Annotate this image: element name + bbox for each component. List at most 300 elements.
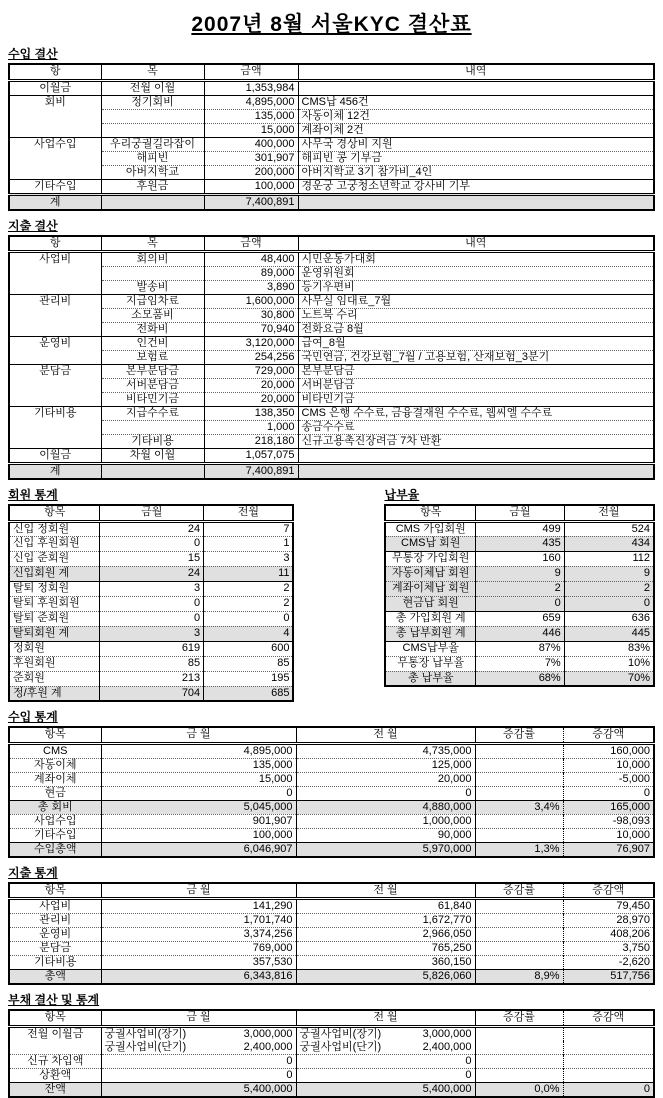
table-cell: 정회원	[9, 641, 100, 656]
table-cell: 자동이체납 회원	[385, 566, 475, 581]
table-cell: 전월 이월	[101, 80, 204, 95]
table-cell: 해피빈	[101, 151, 204, 165]
table-cell: 357,530	[101, 956, 296, 970]
column-header: 증감률	[475, 883, 563, 899]
debt-section-label: 부채 결산 및 통계	[8, 993, 100, 1007]
table-cell: 회의비	[101, 252, 204, 267]
table-cell: -98,093	[563, 814, 654, 828]
table-cell: 30,800	[204, 309, 298, 323]
table-row	[385, 596, 654, 611]
table-cell: 운영비	[9, 337, 101, 351]
column-header: 항목	[385, 505, 475, 521]
table-cell: 지급수수료	[101, 407, 204, 421]
table-cell: 3,120,000	[204, 337, 298, 351]
table-row	[9, 814, 654, 828]
table-row	[9, 95, 654, 109]
table-cell	[101, 194, 204, 210]
table-row	[9, 842, 654, 857]
table-cell: 2	[475, 581, 564, 596]
table-cell: 15,000	[101, 772, 296, 786]
table-cell	[9, 165, 101, 179]
table-cell: 3,374,256	[101, 928, 296, 942]
table-cell: 3	[204, 551, 294, 566]
payment-rate-section	[384, 480, 655, 687]
table-cell: 10,000	[563, 758, 654, 772]
table-cell: 신입회원 계	[9, 566, 100, 581]
table-cell: 분담금	[9, 942, 101, 956]
table-row	[9, 323, 654, 337]
expense-stats-table	[8, 882, 655, 986]
table-row	[9, 772, 654, 786]
table-cell: 등기우편비	[298, 281, 654, 295]
table-cell: 70%	[564, 671, 654, 686]
table-cell: 기타비용	[101, 435, 204, 449]
table-cell: 4,895,000	[101, 743, 296, 758]
table-cell: -5,000	[563, 772, 654, 786]
table-cell: 탈퇴회원 계	[9, 626, 100, 641]
table-row	[9, 970, 654, 985]
table-cell: 765,250	[296, 942, 475, 956]
table-cell	[9, 267, 101, 281]
header-row	[9, 505, 293, 521]
table-cell: 165,000	[563, 800, 654, 814]
table-cell: 7	[204, 521, 294, 536]
column-header: 전 월	[296, 883, 475, 899]
debt-section	[8, 994, 655, 1098]
table-row	[9, 758, 654, 772]
column-header: 증감액	[563, 1010, 654, 1026]
table-cell: CMS 은행 수수료, 금융결재원 수수료, 웹씨엘 수수료	[298, 407, 654, 421]
table-cell: 비타민기금	[101, 393, 204, 407]
table-cell: 254,256	[204, 351, 298, 365]
column-header: 항목	[9, 883, 101, 899]
table-cell: 1,000	[204, 421, 298, 435]
table-cell	[475, 1055, 563, 1069]
table-cell: 수입총액	[9, 842, 101, 857]
table-cell	[101, 123, 204, 137]
table-cell: 후원금	[101, 179, 204, 194]
table-cell: -2,620	[563, 956, 654, 970]
table-cell: 435	[475, 536, 564, 551]
table-cell: 135,000	[101, 758, 296, 772]
column-header: 전 월	[296, 727, 475, 743]
column-header: 증감률	[475, 1010, 563, 1026]
table-row	[9, 596, 293, 611]
table-cell: 24	[100, 566, 204, 581]
table-row	[9, 551, 293, 566]
expense-table	[8, 235, 655, 481]
table-cell	[475, 1026, 563, 1041]
table-row	[9, 464, 654, 480]
table-cell: 인건비	[101, 337, 204, 351]
payment-rate-label: 납부율	[384, 488, 420, 502]
table-cell: 무통장 가입회원	[385, 551, 475, 566]
table-row	[9, 351, 654, 365]
table-row	[9, 521, 293, 536]
income-table	[8, 63, 655, 211]
table-cell: 20,000	[204, 379, 298, 393]
column-header: 금 월	[101, 883, 296, 899]
table-row	[9, 641, 293, 656]
table-row	[385, 626, 654, 641]
table-cell: 현금납 회원	[385, 596, 475, 611]
table-cell: 기타수입	[9, 828, 101, 842]
table-cell: 차월 이월	[101, 449, 204, 464]
table-cell: 0	[100, 611, 204, 626]
table-cell: 7,400,891	[204, 194, 298, 210]
table-cell: 141,290	[101, 899, 296, 914]
table-cell: 2	[204, 581, 294, 596]
table-cell: 시민운동가대회	[298, 252, 654, 267]
table-cell: 2	[564, 581, 654, 596]
table-cell: 서버분담금	[298, 379, 654, 393]
table-cell: 신입 정회원	[13, 522, 70, 535]
table-row	[9, 165, 654, 179]
table-cell: 아버지학교 3기 참가비_4인	[298, 165, 654, 179]
table-cell	[563, 1055, 654, 1069]
table-cell: 본부분담금	[101, 365, 204, 379]
table-cell: 사업수입	[9, 814, 101, 828]
table-cell: 7,400,891	[204, 464, 298, 480]
table-cell: 운영위원회	[298, 267, 654, 281]
table-cell: 신규고용촉진장려금 7차 반환	[298, 435, 654, 449]
table-cell: 계	[9, 464, 101, 480]
table-row	[9, 435, 654, 449]
table-cell	[475, 914, 563, 928]
table-cell: 408,206	[563, 928, 654, 942]
table-cell: 0	[101, 786, 296, 800]
table-cell	[9, 109, 101, 123]
table-cell: 3	[100, 626, 204, 641]
table-cell: 619	[100, 641, 204, 656]
table-cell: 후원회원	[9, 656, 100, 671]
table-cell: 0,0%	[475, 1083, 563, 1098]
table-cell: 사업수입	[9, 137, 101, 151]
table-cell	[475, 772, 563, 786]
table-cell: 11	[204, 566, 294, 581]
table-cell: 사무국 경상비 지원	[298, 137, 654, 151]
table-cell: 이월금	[9, 449, 101, 464]
table-cell: 517,756	[563, 970, 654, 985]
table-cell: 정/후원 계	[9, 686, 100, 701]
table-cell: 해피빈 콩 기부금	[298, 151, 654, 165]
table-cell: 135,000	[204, 109, 298, 123]
table-row	[9, 786, 654, 800]
table-cell	[9, 421, 101, 435]
table-row	[9, 309, 654, 323]
table-cell	[9, 393, 101, 407]
table-cell	[101, 109, 204, 123]
table-cell: 89,000	[204, 267, 298, 281]
table-row	[9, 1069, 654, 1083]
expense-stats-label: 지출 통계	[8, 865, 58, 880]
table-cell: 1,000,000	[296, 814, 475, 828]
table-cell: 769,000	[101, 942, 296, 956]
table-cell: 2	[204, 596, 294, 611]
table-cell: 이월금	[39, 81, 72, 94]
table-cell: 무통장 납부율	[385, 656, 475, 671]
table-cell: 24	[100, 521, 204, 536]
table-cell	[563, 1041, 654, 1055]
table-cell: 15	[100, 551, 204, 566]
table-row	[9, 379, 654, 393]
table-cell: 83%	[564, 641, 654, 656]
table-cell: 계좌이체납 회원	[385, 581, 475, 596]
table-row	[9, 194, 654, 210]
table-cell: 90,000	[296, 828, 475, 842]
table-cell: 본부분담금	[298, 365, 654, 379]
table-cell: 전화요금 8월	[298, 323, 654, 337]
table-cell: 1,3%	[475, 842, 563, 857]
table-row	[385, 536, 654, 551]
income-stats-section	[8, 711, 655, 858]
table-cell	[9, 123, 101, 137]
table-cell	[101, 1026, 296, 1041]
table-cell: 보험료	[101, 351, 204, 365]
table-cell: 신입 준회원	[9, 551, 100, 566]
table-cell: 76,907	[563, 842, 654, 857]
table-cell: 0	[296, 786, 475, 800]
table-cell: 636	[564, 611, 654, 626]
income-stats-label: 수입 통계	[8, 710, 58, 724]
table-cell: 자동이체	[9, 758, 101, 772]
table-row	[9, 80, 654, 95]
header-row	[9, 64, 654, 80]
cell-amount: 2,400,000	[243, 1040, 293, 1053]
table-cell: 9	[564, 566, 654, 581]
table-cell: 4,880,000	[296, 800, 475, 814]
cell-amount: 3,000,000	[422, 1027, 472, 1040]
table-cell: 6,343,816	[101, 970, 296, 985]
table-cell: 160,000	[563, 743, 654, 758]
table-cell: 4,735,000	[296, 743, 475, 758]
table-cell: 434	[564, 536, 654, 551]
table-cell: 0	[100, 536, 204, 551]
column-header: 금액	[204, 236, 298, 252]
table-cell: 신규 차입액	[9, 1055, 101, 1069]
table-cell: 1,057,075	[204, 449, 298, 464]
table-cell: 총 회비	[9, 800, 101, 814]
member-stats-label: 회원 통계	[8, 488, 58, 502]
table-cell	[101, 267, 204, 281]
table-cell: 20,000	[204, 393, 298, 407]
table-cell: CMS납 회원	[385, 536, 475, 551]
table-cell: 계좌이체	[9, 772, 101, 786]
table-cell: 신입 후원회원	[9, 536, 100, 551]
cell-amount: 2,400,000	[422, 1040, 472, 1053]
column-header: 내역	[298, 64, 654, 80]
table-row	[385, 671, 654, 686]
table-cell: 360,150	[296, 956, 475, 970]
table-row	[9, 566, 293, 581]
table-cell: 0	[101, 1055, 296, 1069]
column-header: 금월	[100, 505, 204, 521]
payment-rate-table	[384, 504, 655, 687]
header-row	[9, 883, 654, 899]
table-cell	[563, 1069, 654, 1083]
table-cell: 3	[100, 581, 204, 596]
table-cell: 445	[564, 626, 654, 641]
table-cell: 총 납부율	[385, 671, 475, 686]
income-stats-table	[8, 726, 655, 858]
table-cell: 1,701,740	[101, 914, 296, 928]
table-cell	[563, 1026, 654, 1041]
table-cell: 20,000	[296, 772, 475, 786]
table-row	[9, 914, 654, 928]
table-cell	[475, 828, 563, 842]
table-cell: 10,000	[563, 828, 654, 842]
table-cell	[475, 899, 563, 914]
table-cell: 사업비	[39, 253, 72, 266]
column-header: 항	[9, 64, 101, 80]
table-cell	[9, 351, 101, 365]
table-row	[9, 109, 654, 123]
table-cell: 지급임차료	[101, 295, 204, 309]
table-cell: 0	[296, 1055, 475, 1069]
table-cell: 비타민기금	[298, 393, 654, 407]
table-cell: 5,970,000	[296, 842, 475, 857]
table-row	[9, 1026, 654, 1041]
table-cell: 우리궁궐길라잡이	[101, 137, 204, 151]
cell-label: 궁궐사업비(단기)	[104, 1040, 187, 1053]
table-cell: 0	[204, 611, 294, 626]
table-cell	[298, 449, 654, 464]
table-cell: 3,750	[563, 942, 654, 956]
member-stats-table	[8, 504, 294, 702]
table-cell: 0	[100, 596, 204, 611]
table-cell: 901,907	[101, 814, 296, 828]
table-cell	[475, 814, 563, 828]
table-cell: 노트북 수리	[298, 309, 654, 323]
table-cell: 218,180	[204, 435, 298, 449]
table-cell	[298, 194, 654, 210]
table-row	[9, 123, 654, 137]
table-row	[9, 626, 293, 641]
table-cell	[475, 942, 563, 956]
table-cell	[9, 281, 101, 295]
table-cell: 준회원	[9, 671, 100, 686]
table-row	[9, 252, 654, 267]
column-header: 금월	[475, 505, 564, 521]
header-row	[9, 727, 654, 743]
table-cell: 급여_8월	[298, 337, 654, 351]
table-cell	[9, 323, 101, 337]
table-row	[9, 295, 654, 309]
table-row	[9, 337, 654, 351]
table-cell	[475, 1041, 563, 1055]
column-header: 목	[101, 64, 204, 80]
table-cell: 85	[204, 656, 294, 671]
column-header: 금액	[204, 64, 298, 80]
table-cell: 6,046,907	[101, 842, 296, 857]
column-header: 전월	[204, 505, 294, 521]
table-cell: 8,9%	[475, 970, 563, 985]
table-cell: 446	[475, 626, 564, 641]
table-row	[9, 281, 654, 295]
table-row	[9, 365, 654, 379]
table-cell: 100,000	[101, 828, 296, 842]
table-cell: 48,400	[204, 252, 298, 267]
table-cell: 기타비용	[9, 956, 101, 970]
table-cell: 87%	[475, 641, 564, 656]
table-row	[9, 151, 654, 165]
column-header: 목	[101, 236, 204, 252]
income-section	[8, 48, 655, 211]
table-cell: 국민연금, 건강보험_7월 / 고용보험, 산재보험_3분기	[298, 351, 654, 365]
table-cell: 사무실 임대료_7월	[298, 295, 654, 309]
table-cell	[296, 1041, 475, 1055]
page-title: 2007년 8월 서울KYC 결산표	[191, 13, 472, 36]
statistics-row	[8, 480, 655, 702]
table-cell	[9, 435, 101, 449]
table-cell: 정기회비	[101, 95, 204, 109]
column-header: 항목	[9, 727, 101, 743]
table-cell: 0	[101, 1069, 296, 1083]
table-cell: 400,000	[204, 137, 298, 151]
table-cell: 경운궁 고궁청소년학교 강사비 기부	[298, 179, 654, 194]
column-header: 항목	[9, 505, 100, 521]
table-cell: 전월 이월금	[27, 1027, 84, 1040]
table-cell	[9, 151, 101, 165]
table-row	[9, 686, 293, 701]
table-row	[385, 656, 654, 671]
table-cell: 499	[475, 521, 564, 536]
column-header: 금 월	[101, 1010, 296, 1026]
table-row	[9, 267, 654, 281]
table-cell: 총 가입회원 계	[385, 611, 475, 626]
table-cell: 4	[204, 626, 294, 641]
table-cell: CMS납 456건	[298, 95, 654, 109]
table-cell: 1,600,000	[204, 295, 298, 309]
table-cell: 전화비	[101, 323, 204, 337]
table-cell: 발송비	[101, 281, 204, 295]
table-cell: 524	[564, 521, 654, 536]
table-cell: 계좌이체 2건	[298, 123, 654, 137]
table-cell: 0	[564, 596, 654, 611]
table-cell: 잔액	[9, 1083, 101, 1098]
table-cell: 송금수수료	[298, 421, 654, 435]
table-cell	[101, 464, 204, 480]
table-cell: 5,045,000	[101, 800, 296, 814]
table-cell: 659	[475, 611, 564, 626]
table-cell: 1,353,984	[204, 80, 298, 95]
table-row	[385, 566, 654, 581]
table-cell: 분담금	[9, 365, 101, 379]
table-cell: 7%	[475, 656, 564, 671]
table-row	[385, 641, 654, 656]
table-cell: 125,000	[296, 758, 475, 772]
table-cell	[475, 743, 563, 758]
table-row	[385, 551, 654, 566]
table-row	[9, 928, 654, 942]
table-row	[9, 656, 293, 671]
table-cell: 100,000	[204, 179, 298, 194]
table-row	[9, 137, 654, 151]
table-cell: 총액	[9, 970, 101, 985]
table-row	[385, 521, 654, 536]
table-cell: 관리비	[9, 914, 101, 928]
column-header: 내역	[298, 236, 654, 252]
table-row	[9, 800, 654, 814]
table-cell: 61,840	[296, 899, 475, 914]
table-row	[9, 393, 654, 407]
table-cell: 사업비	[39, 900, 72, 912]
table-cell: 기타비용	[9, 407, 101, 421]
income-section-label: 수입 결산	[8, 47, 58, 61]
table-cell: 4,895,000	[204, 95, 298, 109]
table-cell: 160	[475, 551, 564, 566]
table-cell	[9, 379, 101, 393]
